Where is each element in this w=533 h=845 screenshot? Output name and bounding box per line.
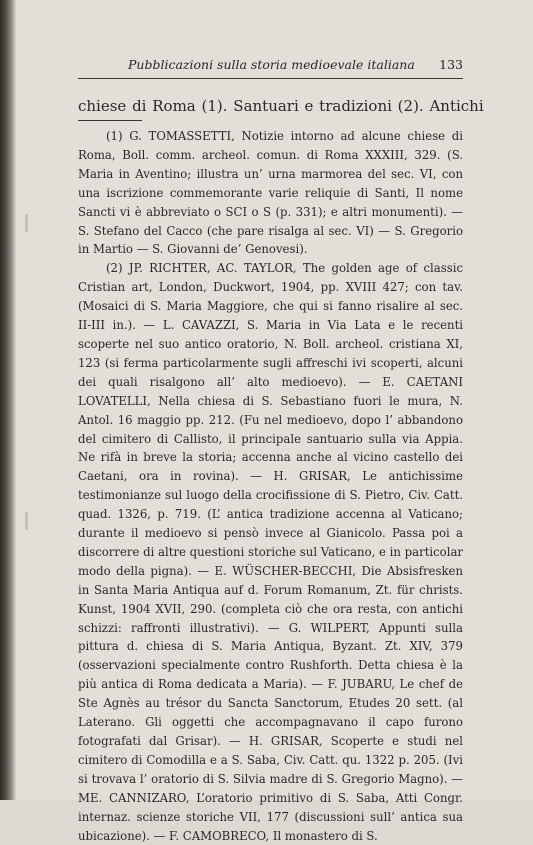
footnote-marker: (1) xyxy=(106,129,123,143)
footnote-1 xyxy=(78,127,463,259)
book-binding-shadow xyxy=(0,0,16,800)
footnotes xyxy=(78,127,463,845)
footnote-text: JP. RICHTER, AC. TAYLOR, The golden age of classic Cristian art, London, Duckwort, 1904, pp. XVIII 427; con tav. (Mosaici di S. Maria Maggiore, che qui si fanno risalire al sec. II-III in.). — L. CAVAZZI, S. Maria in Via Lata e le recenti scoperte nel suo antico oratorio, N. Boll. archeol. cristiana XI, 123 (si ferma particolarmente sugli affreschi ivi scoperti, alcuni dei quali risalgono all’ alto medioevo). — E. CAETANI LOVATELLI, Nella chiesa di S. Sebastiano fuori le mura, N. Antol. 16 maggio pp. 212. (Fu nel medioevo, dopo l’ abbandono del cimitero di Callisto, il principale santuario sulla via Appia. Ne rifà in breve la storia; accenna anche al vicino castello dei Caetani, ora in rovina). — H. GRISAR, Le antichissime testimonianze sul luogo della crocifissione di S. Pietro, Civ. Catt. quad. 1326, p. 719. (L’ antica tradizione accenna al Vaticano; durante il medioevo si pensò invece al Gianicolo. Passa poi a discorrere di altre questioni storiche sul Vaticano, e in particolar modo della pigna). — E. WÜSCHER-BECCHI, Die Absisfresken in Santa Maria Antiqua auf d. Forum Romanum, Zt. für christs. Kunst, 1904 XVII, 290. (completa ciò che ora resta, con antichi schizzi: raffronti illustrativi). — G. WILPERT, Appunti sulla pittura d. chiesa di S. Maria Antiqua, Byzant. Zt. XIV, 379 (osservazioni specialmente contro Rushforth. Detta chiesa è la più antica di Roma dedicata a Maria). — F. JUBARU, Le chef de Ste Agnès au trésor du Sancta Sanctorum, Etudes 20 sett. (al Laterano. Gli oggetti che accompagnavano il capo furono fotografati dal Grisar). — H. GRISAR, Scoperte e studi nel cimitero di Comodilla e a S. Saba, Civ. Catt. qu. 1322 p. 205. (Ivi si trovava l’ oratorio di S. Silvia madre di S. Gregorio Magno). — ME. CANNIZARO, L’oratorio primitivo di S. Saba, Atti Congr. internaz. scienze storiche VII, 177 (discussioni sull’ antica sua ubicazione). — F. CAMOBRECO, Il monastero di S. xyxy=(78,261,464,843)
page-number: 133 xyxy=(439,57,463,72)
running-title: Pubblicazioni sulla storia medioevale italiana xyxy=(128,57,415,72)
footnote-2 xyxy=(78,259,463,845)
footnote-text: G. TOMASSETTI, Notizie intorno ad alcune chiese di Roma, Boll. comm. archeol. comun. di Roma XXXIII, 329. (S. Maria in Aventino; illustra un’ urna marmorea del sec. VI, con una iscrizione commemorante varie reliquie di Santi, Il nome Sancti vi è abbreviato o SCI o S (p. 331); e altri monumenti). — S. Stefano del Cacco (che pare risalga al sec. VI) — S. Gregorio in Martio — S. Giovanni de’ Genovesi). xyxy=(78,129,463,257)
footnote-separator xyxy=(78,120,142,121)
body-text-line: chiese di Roma (1). Santuari e tradizioni (2). Antichi xyxy=(78,97,484,115)
running-header xyxy=(78,58,463,72)
footnote-marker: (2) xyxy=(106,261,123,276)
header-rule xyxy=(78,78,463,79)
margin-mark xyxy=(25,214,28,232)
margin-mark xyxy=(25,512,28,530)
